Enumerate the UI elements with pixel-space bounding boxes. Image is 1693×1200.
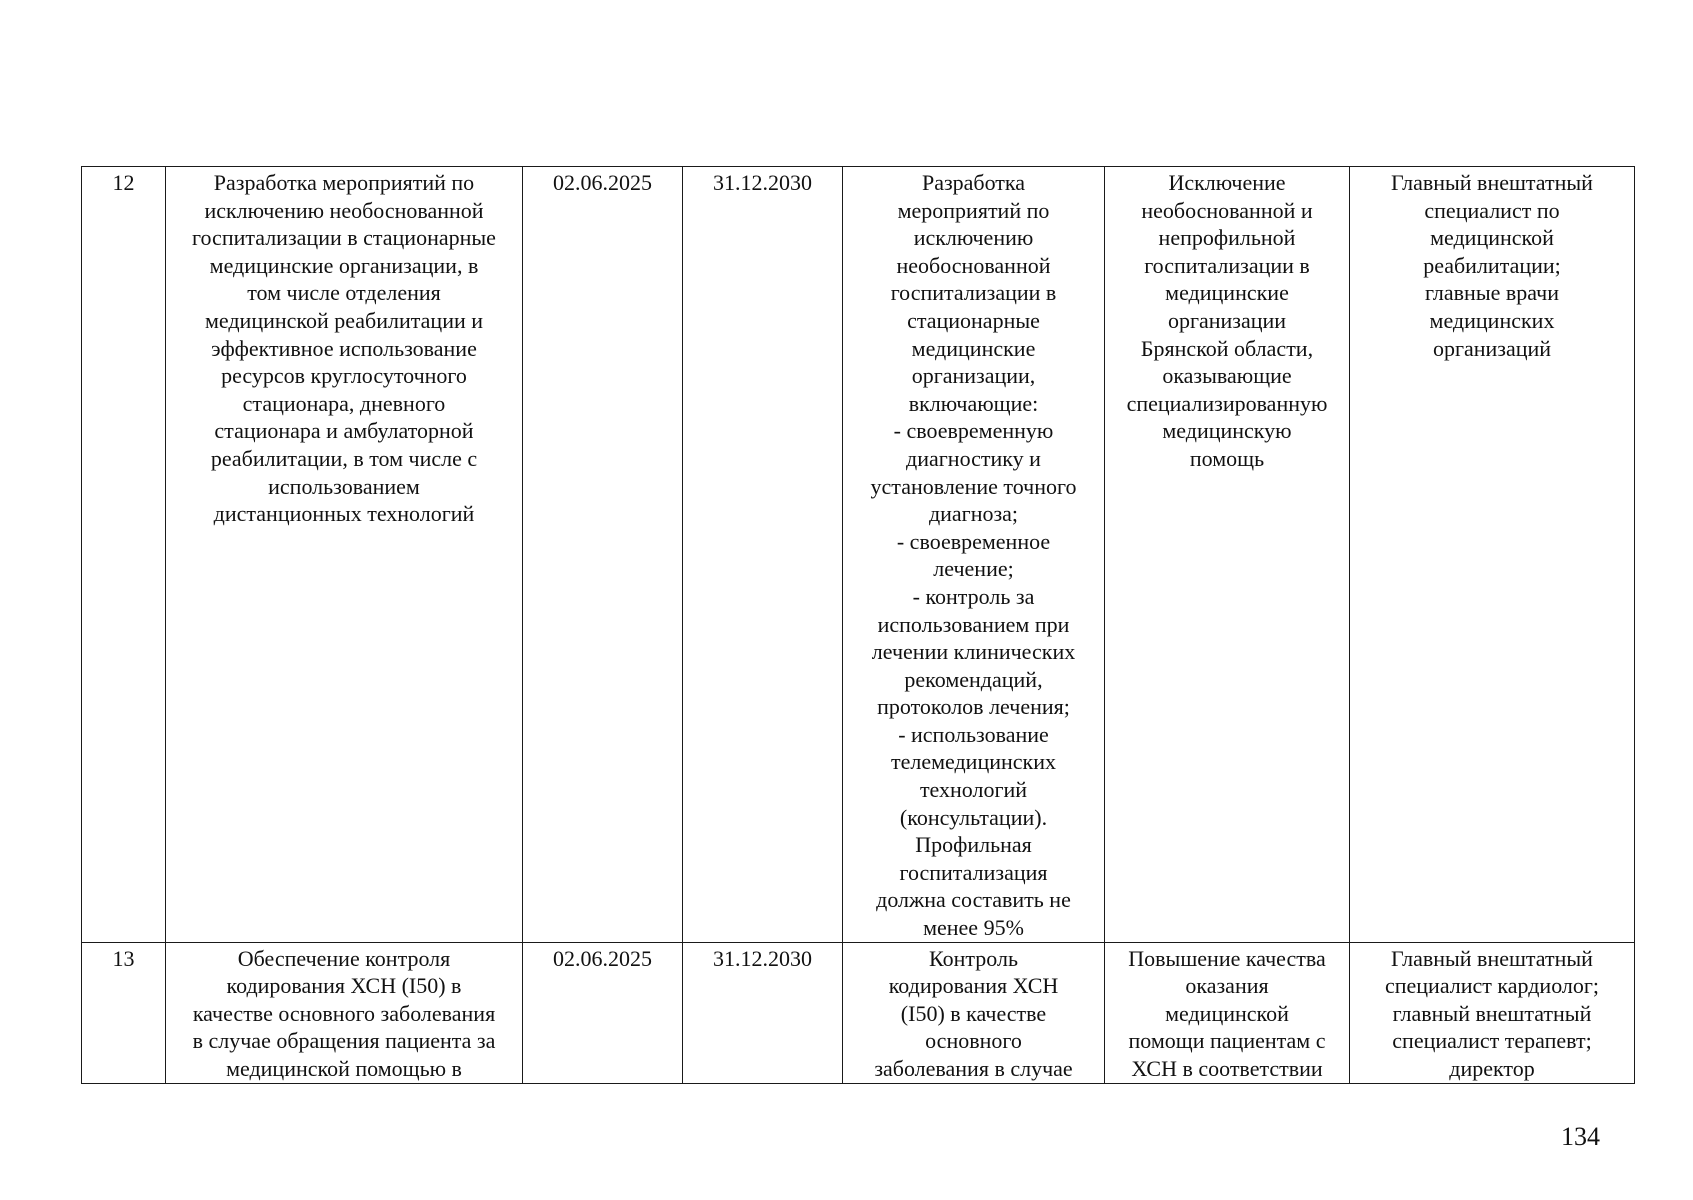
page-number: 134 [1561,1122,1600,1151]
result-cell [1105,942,1350,1083]
responsible-text: Главный внештатный специалист по медицинской реабилитации; главные врачи медицинских организаций [1391,170,1593,361]
description-cell [843,942,1105,1083]
description-text: Разработка мероприятий по исключению необоснованной госпитализации в стационарные медицинские организации, включающие: - своевременную диагностику и установление точного диагноза; - своевременное лечение; - контроль за использованием при лечении клинических рекомендаций, протоколов лечения; - использование телемедицинских технологий (консультации). Профильная госпитализация должна составить не менее 95% [870,170,1077,941]
result-cell [1105,167,1350,943]
row-number: 12 [112,170,135,195]
responsible-cell [1350,167,1635,943]
start-date-cell [523,942,683,1083]
description-text: Контроль кодирования ХСН (I50) в качестве основного заболевания в случае [874,945,1073,1081]
responsible-cell [1350,942,1635,1083]
start-date: 02.06.2025 [553,170,652,195]
result-text: Повышение качества оказания медицинской помощи пациентам с ХСН в соответствии [1128,945,1326,1081]
row-number-cell [82,167,166,943]
row-number: 13 [112,945,135,971]
row-number-cell [82,942,166,1083]
start-date-cell [523,167,683,943]
end-date-cell [683,167,843,943]
result-text: Исключение необоснованной и непрофильной госпитализации в медицинские организации Брянской области, оказывающие специализированную медицинскую помощь [1126,170,1328,471]
end-date: 31.12.2030 [713,170,812,195]
measures-table [81,166,1635,1084]
end-date-cell [683,942,843,1083]
description-cell [843,167,1105,943]
event-text: Обеспечение контроля кодирования ХСН (I50) в качестве основного заболевания в случае обращения пациента за медицинской помощью в [192,945,496,1081]
start-date: 02.06.2025 [553,945,652,971]
event-cell [166,167,523,943]
responsible-text: Главный внештатный специалист кардиолог; главный внештатный специалист терапевт; директор [1384,945,1600,1081]
table-row [82,942,1635,1083]
end-date: 31.12.2030 [713,945,812,971]
event-cell [166,942,523,1083]
event-text: Разработка мероприятий по исключению необоснованной госпитализации в стационарные медицинские организации, в том числе отделения медицинской реабилитации и эффективное использование ресурсов круглосуточного стационара, дневного стационара и амбулаторной реабилитации, в том числе с использованием дистанционных технологий [192,170,496,527]
table-row [82,167,1635,943]
